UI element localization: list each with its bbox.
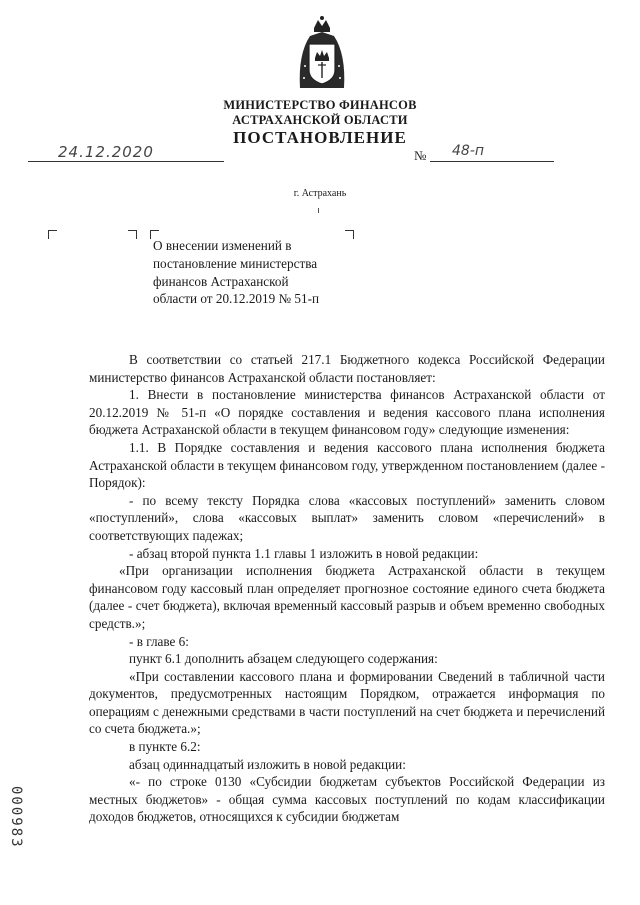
body-paragraph: - абзац второй пункта 1.1 главы 1 изложить в новой редакции: — [129, 545, 479, 561]
stamp-number: 000983 — [8, 786, 24, 849]
number-sign: № — [414, 148, 427, 163]
subject-line: постановление министерства — [153, 255, 318, 271]
body-paragraph: В соответствии со статьей 217.1 Бюджетного кодекса Российской Федерации министерство финансов Астраханской области постановляет: — [89, 352, 605, 385]
document-number: 48-п — [452, 143, 485, 159]
corner-mark-right — [128, 230, 137, 239]
document-subject — [153, 237, 373, 308]
ministry-name-line2: АСТРАХАНСКОЙ ОБЛАСТИ — [232, 113, 408, 127]
subject-line: финансов Астраханской — [153, 273, 289, 289]
body-paragraph: пункт 6.1 дополнить абзацем следующего содержания: — [129, 651, 438, 667]
body-paragraph: «При составлении кассового плана и формировании Сведений в табличной части документов, предусмотренных настоящим Порядком, отражается информация по операциям с денежными средствами в части поступлений на счет бюджета и перечислений со счета бюджета.»; — [89, 668, 605, 737]
body-paragraph: «При организации исполнения бюджета Астраханской области в текущем финансовом году кассовый план определяет прогнозное состояние единого счета бюджета (далее - счет бюджета), включая временный кассовый разрыв и объем временно свободных средств.»; — [89, 563, 605, 631]
document-type: ПОСТАНОВЛЕНИЕ — [233, 128, 407, 147]
body-paragraph: 1. Внести в постановление министерства финансов Астраханской области от 20.12.2019 № 51-п «О порядке составления и ведения кассового плана исполнения бюджета Астраханской области в текущем финансовом году» следующие изменения: — [89, 387, 605, 438]
body-paragraph: абзац одиннадцатый изложить в новой редакции: — [129, 756, 406, 772]
date-underline — [28, 161, 224, 162]
body-paragraph: «- по строке 0130 «Субсидии бюджетам субъектов Российской Федерации из местных бюджетов» - общая сумма кассовых поступлений по кодам классификации доходов бюджетов, относящихся к субсидии бюджетам — [89, 774, 605, 825]
subject-line: О внесении изменений в — [153, 238, 292, 253]
body-paragraph: - в главе 6: — [129, 633, 189, 649]
body-paragraph: - по всему тексту Порядка слова «кассовых поступлений» заменить словом «поступлений», слова «кассовых выплат» заменить словом «перечислений» в соответствующих падежах; — [89, 492, 605, 543]
subject-line: области от 20.12.2019 № 51-п — [153, 291, 320, 307]
ministry-name-line1: МИНИСТЕРСТВО ФИНАНСОВ — [223, 98, 417, 112]
corner-mark-left — [48, 230, 57, 239]
archive-stamp — [4, 788, 24, 848]
coat-of-arms-icon — [292, 14, 352, 94]
document-body — [89, 351, 605, 826]
document-date: 24.12.2020 — [58, 143, 154, 161]
city-name: г. Астрахань — [293, 188, 347, 199]
center-tick-mark — [318, 208, 319, 213]
number-underline — [430, 161, 554, 162]
body-paragraph: в пункте 6.2: — [129, 739, 201, 755]
body-paragraph: 1.1. В Порядке составления и ведения кассового плана исполнения бюджета Астраханской области в текущем финансовом году, утвержденном постановлением (далее - Порядок): — [89, 439, 605, 491]
